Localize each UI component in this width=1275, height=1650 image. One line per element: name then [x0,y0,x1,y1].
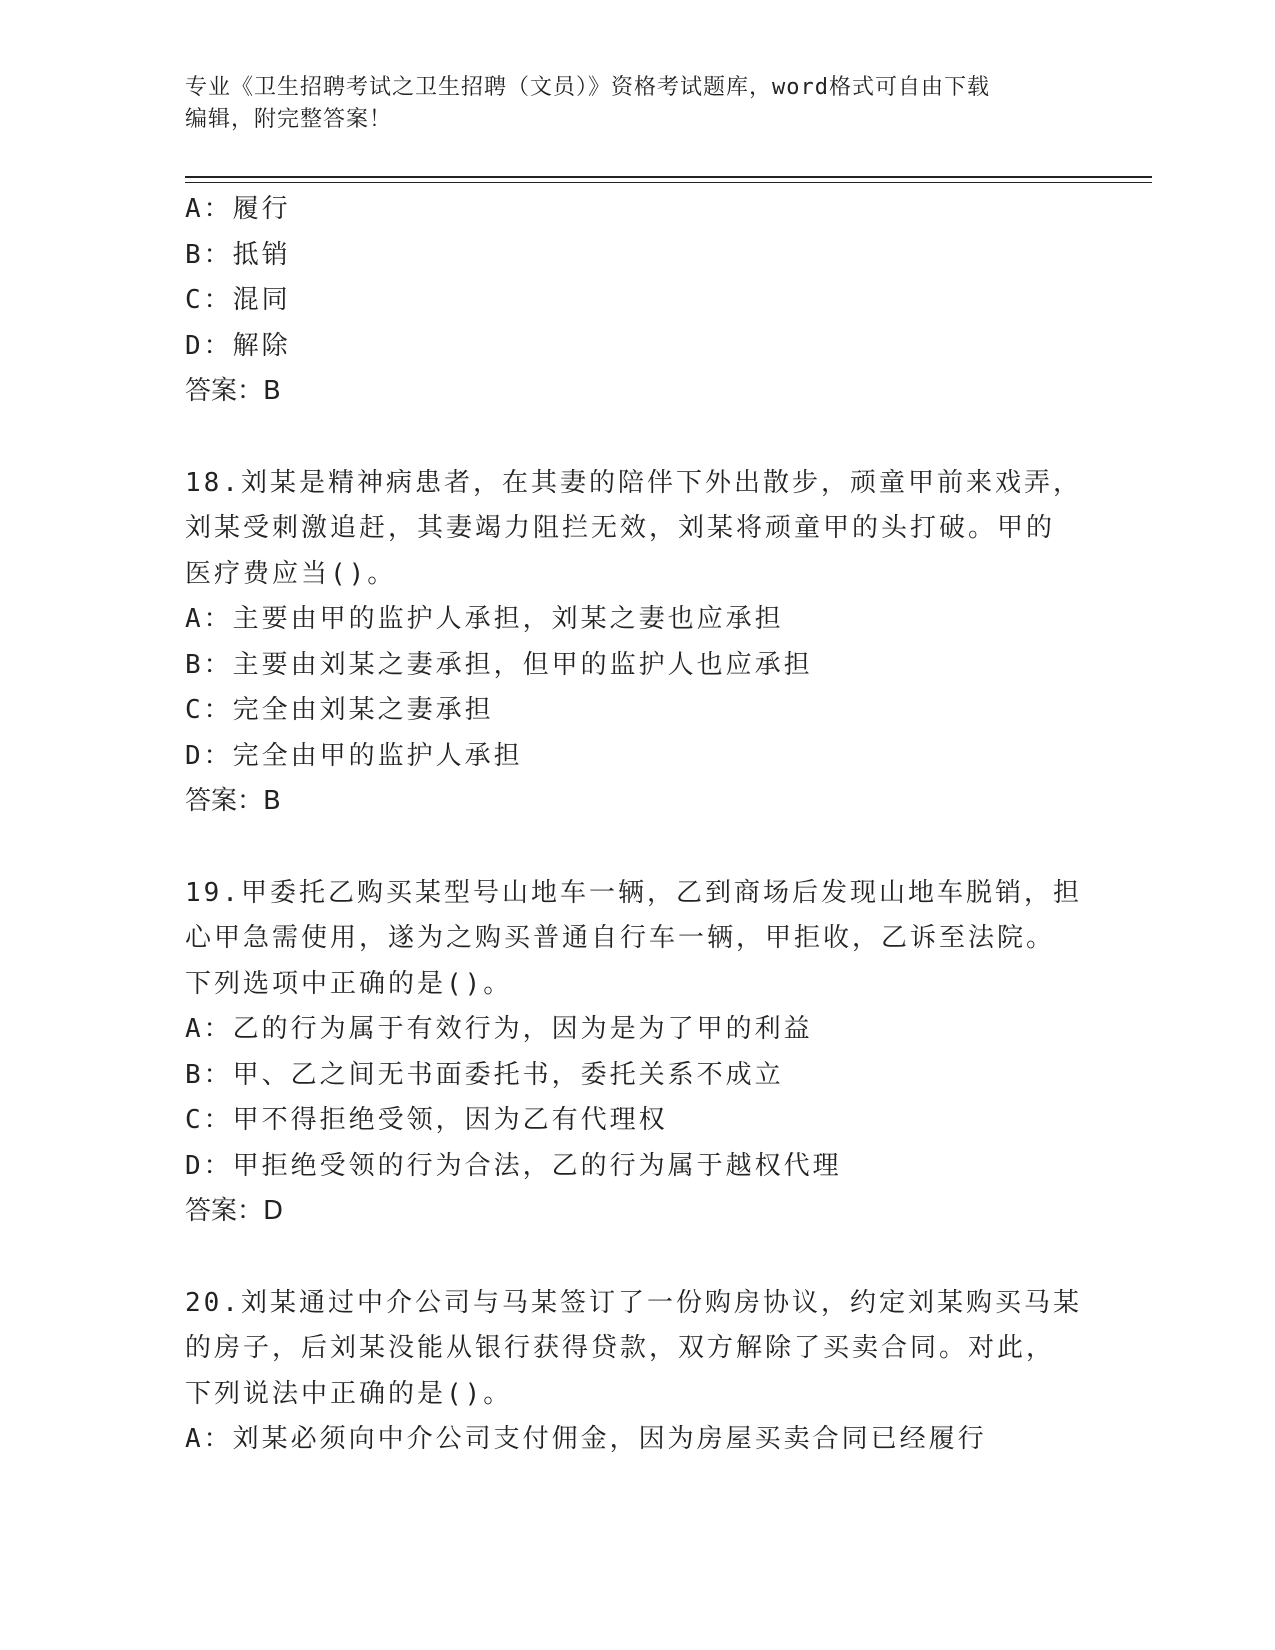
option-c: C：混同 [185,285,291,315]
option-b: B：抵销 [185,239,291,270]
question-stem-line: 刘某受刺激追赶，其妻竭力阻拦无效，刘某将顽童甲的头打破。甲的 [185,513,1056,543]
option-d: D：甲拒绝受领的行为合法，乙的行为属于越权代理 [185,1150,842,1181]
document-header [185,72,1065,136]
answer: 答案：B [185,786,281,816]
answer: 答案：D [185,1196,284,1226]
question-list [185,187,1085,1463]
answer: 答案：B [185,376,281,406]
header-line-1: 专业《卫生招聘考试之卫生招聘（文员）》资格考试题库，word格式可自由下载 [185,75,990,100]
header-rule-thick [185,176,1152,178]
question-stem-line: 18.刘某是精神病患者，在其妻的陪伴下外出散步，顽童甲前来戏弄， [185,467,1082,498]
option-a: A：刘某必须向中介公司支付佣金，因为房屋买卖合同已经履行 [185,1424,987,1454]
header-line-2: 编辑，附完整答案！ [185,107,393,132]
option-a: A：履行 [185,194,291,224]
option-a: A：乙的行为属于有效行为，因为是为了甲的利益 [185,1014,813,1044]
question-17 [185,187,1085,415]
option-b: B：主要由刘某之妻承担，但甲的监护人也应承担 [185,649,813,680]
question-stem-line: 20.刘某通过中介公司与马某签订了一份购房协议，约定刘某购买马某 [185,1287,1082,1318]
question-stem-line: 下列说法中正确的是()。 [185,1378,513,1409]
option-b: B：甲、乙之间无书面委托书，委托关系不成立 [185,1059,784,1090]
question-stem-line: 心甲急需使用，遂为之购买普通自行车一辆，甲拒收，乙诉至法院。 [185,923,1056,953]
question-stem-line: 下列选项中正确的是()。 [185,968,513,999]
question-stem-line: 19.甲委托乙购买某型号山地车一辆，乙到商场后发现山地车脱销，担 [185,877,1082,908]
question-20 [185,1281,1085,1463]
option-c: C：甲不得拒绝受领，因为乙有代理权 [185,1105,668,1135]
option-d: D：解除 [185,330,291,361]
question-18 [185,461,1085,825]
question-stem-line: 医疗费应当()。 [185,558,397,589]
option-a: A：主要由甲的监护人承担，刘某之妻也应承担 [185,604,784,634]
option-d: D：完全由甲的监护人承担 [185,740,523,771]
question-19 [185,871,1085,1235]
header-rule-thin [185,182,1152,183]
option-c: C：完全由刘某之妻承担 [185,695,494,725]
question-stem-line: 的房子，后刘某没能从银行获得贷款，双方解除了买卖合同。对此， [185,1333,1056,1363]
